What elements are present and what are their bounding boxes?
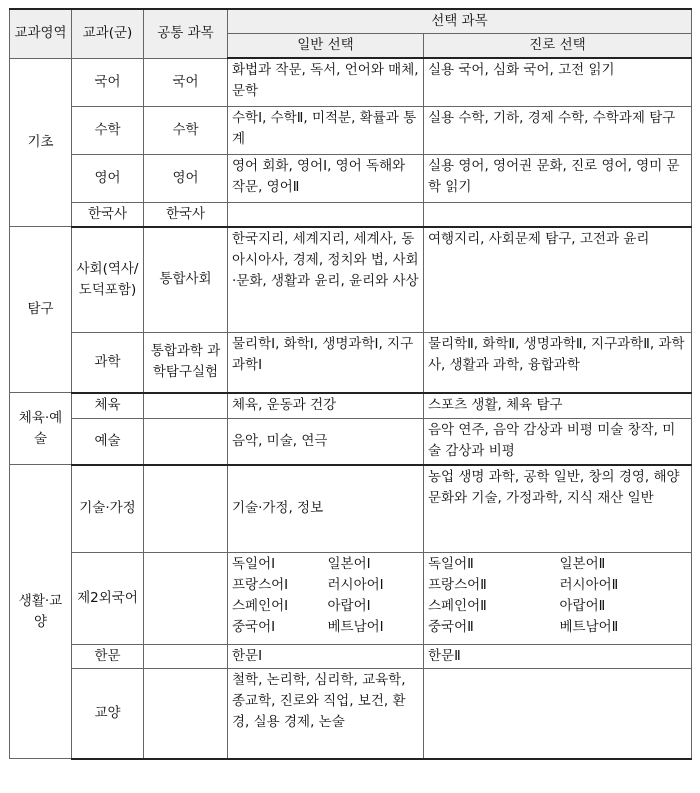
lang2-career-item: 일본어Ⅱ bbox=[559, 556, 606, 572]
common-social: 통합사회 bbox=[144, 227, 228, 333]
group-social: 사회(역사/도덕포함) bbox=[72, 227, 144, 333]
general-history bbox=[228, 202, 424, 227]
lang2-general-item: 중국어Ⅰ bbox=[232, 619, 276, 635]
lang2-general-item: 스페인어Ⅰ bbox=[232, 598, 289, 614]
area-pe-arts: 체육·예술 bbox=[10, 393, 72, 465]
area-inquiry: 탐구 bbox=[10, 227, 72, 393]
header-area: 교과영역 bbox=[10, 9, 72, 58]
common-liberal bbox=[144, 669, 228, 759]
general-science: 물리학Ⅰ, 화학Ⅰ, 생명과학Ⅰ, 지구과학Ⅰ bbox=[228, 333, 424, 393]
group-arts: 예술 bbox=[72, 419, 144, 465]
career-tech: 농업 생명 과학, 공학 일반, 창의 경영, 해양 문화와 기술, 가정과학, 지식 재산 일반 bbox=[424, 465, 692, 553]
group-hanmun: 한문 bbox=[72, 645, 144, 669]
common-hanmun bbox=[144, 645, 228, 669]
lang2-career-item: 러시아어Ⅱ bbox=[559, 577, 619, 593]
group-liberal: 교양 bbox=[72, 669, 144, 759]
header-general: 일반 선택 bbox=[228, 34, 424, 59]
career-math: 실용 수학, 기하, 경제 수학, 수학과제 탐구 bbox=[424, 106, 692, 154]
common-korean: 국어 bbox=[144, 58, 228, 106]
lang2-general-item: 러시아어Ⅰ bbox=[327, 577, 384, 593]
lang2-career-item: 프랑스어Ⅱ bbox=[428, 577, 487, 593]
general-hanmun: 한문Ⅰ bbox=[228, 645, 424, 669]
header-elective: 선택 과목 bbox=[228, 9, 692, 34]
group-lang2: 제2외국어 bbox=[72, 553, 144, 645]
general-pe: 체육, 운동과 건강 bbox=[228, 393, 424, 419]
lang2-general-item: 독일어Ⅰ bbox=[232, 556, 276, 572]
lang2-career-item: 베트남어Ⅱ bbox=[559, 619, 619, 635]
group-math: 수학 bbox=[72, 106, 144, 154]
common-arts bbox=[144, 419, 228, 465]
group-tech: 기술·가정 bbox=[72, 465, 144, 553]
career-liberal bbox=[424, 669, 692, 759]
common-history: 한국사 bbox=[144, 202, 228, 227]
group-history: 한국사 bbox=[72, 202, 144, 227]
career-korean: 실용 국어, 심화 국어, 고전 읽기 bbox=[424, 58, 692, 106]
lang2-general-item: 프랑스어Ⅰ bbox=[232, 577, 289, 593]
group-pe: 체육 bbox=[72, 393, 144, 419]
general-lang2 bbox=[228, 553, 424, 645]
career-arts: 음악 연주, 음악 감상과 비평 미술 창작, 미술 감상과 비평 bbox=[424, 419, 692, 465]
lang2-career-item: 중국어Ⅱ bbox=[428, 619, 474, 635]
career-history bbox=[424, 202, 692, 227]
career-hanmun: 한문Ⅱ bbox=[424, 645, 692, 669]
general-tech: 기술·가정, 정보 bbox=[228, 465, 424, 553]
lang2-general-item: 아랍어Ⅰ bbox=[327, 598, 371, 614]
group-korean: 국어 bbox=[72, 58, 144, 106]
header-common: 공통 과목 bbox=[144, 9, 228, 58]
career-social: 여행지리, 사회문제 탐구, 고전과 윤리 bbox=[424, 227, 692, 333]
common-lang2 bbox=[144, 553, 228, 645]
common-english: 영어 bbox=[144, 154, 228, 202]
header-group: 교과(군) bbox=[72, 9, 144, 58]
general-korean: 화법과 작문, 독서, 언어와 매체, 문학 bbox=[228, 58, 424, 106]
common-tech bbox=[144, 465, 228, 553]
career-pe: 스포츠 생활, 체육 탐구 bbox=[424, 393, 692, 419]
group-science: 과학 bbox=[72, 333, 144, 393]
general-english: 영어 회화, 영어Ⅰ, 영어 독해와 작문, 영어Ⅱ bbox=[228, 154, 424, 202]
header-career: 진로 선택 bbox=[424, 34, 692, 59]
lang2-general-item: 베트남어Ⅰ bbox=[327, 619, 384, 635]
group-english: 영어 bbox=[72, 154, 144, 202]
general-liberal: 철학, 논리학, 심리학, 교육학, 종교학, 진로와 직업, 보건, 환경, 실용 경제, 논술 bbox=[228, 669, 424, 759]
lang2-general-item: 일본어Ⅰ bbox=[327, 556, 371, 572]
general-arts: 음악, 미술, 연극 bbox=[228, 419, 424, 465]
career-english: 실용 영어, 영어권 문화, 진로 영어, 영미 문학 읽기 bbox=[424, 154, 692, 202]
common-pe bbox=[144, 393, 228, 419]
curriculum-table bbox=[9, 8, 692, 760]
career-science: 물리학Ⅱ, 화학Ⅱ, 생명과학Ⅱ, 지구과학Ⅱ, 과학사, 생활과 과학, 융합과학 bbox=[424, 333, 692, 393]
lang2-career-item: 독일어Ⅱ bbox=[428, 556, 474, 572]
area-basic: 기초 bbox=[10, 58, 72, 227]
common-math: 수학 bbox=[144, 106, 228, 154]
career-lang2 bbox=[424, 553, 692, 645]
area-life-liberal: 생활·교양 bbox=[10, 465, 72, 759]
general-social: 한국지리, 세계지리, 세계사, 동아시아사, 경제, 정치와 법, 사회·문화, 생활과 윤리, 윤리와 사상 bbox=[228, 227, 424, 333]
lang2-career-item: 스페인어Ⅱ bbox=[428, 598, 487, 614]
general-math: 수학Ⅰ, 수학Ⅱ, 미적분, 확률과 통계 bbox=[228, 106, 424, 154]
lang2-career-item: 아랍어Ⅱ bbox=[559, 598, 606, 614]
common-science: 통합과학 과학탐구실험 bbox=[144, 333, 228, 393]
